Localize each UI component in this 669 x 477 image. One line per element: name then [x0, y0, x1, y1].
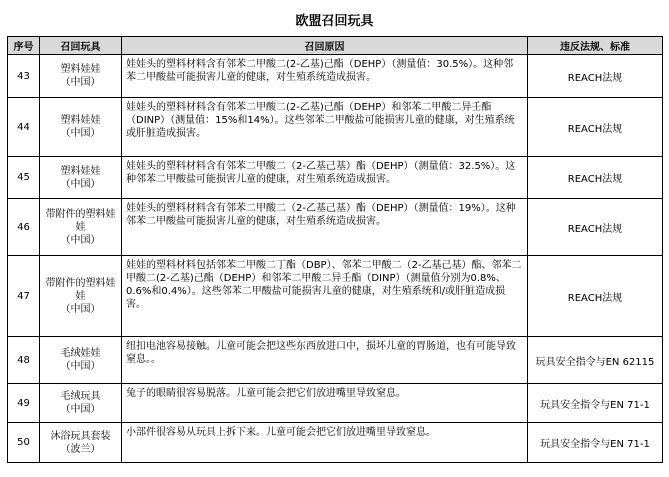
row-toy [40, 199, 122, 256]
recall-table [7, 36, 663, 463]
row-law: REACH法规 [528, 98, 663, 157]
row-law: REACH法规 [528, 157, 663, 199]
toy-origin: （波兰） [60, 443, 101, 455]
row-reason: 兔子的眼睛很容易脱落。儿童可能会把它们放进嘴里导致窒息。 [122, 384, 528, 423]
header-reason: 召回原因 [122, 37, 528, 55]
toy-name: 塑料娃娃 [60, 64, 101, 75]
row-reason: 娃娃头的塑料材料含有邻苯二甲酸二(2-乙基)己酯（DEHP）（测量值：30.5%）。这种邻苯二甲酸盐可能损害儿童的健康，对生殖系统造成损害。 [122, 55, 528, 98]
row-reason: 娃娃的塑料材料包括邻苯二甲酸二丁酯（DBP）、邻苯二甲酸二（2-乙基己基）酯、邻苯二甲酸二(2-乙基)己酯（DEHP）和邻苯二甲酸二异壬酯（DINP）（测量值分别为0.8%、0.6%和0.4%）。这些邻苯二甲酸盐可能损害儿童的健康，对生殖系统和/或肝脏造成损害。 [122, 256, 528, 337]
toy-name: 塑料娃娃 [60, 115, 101, 126]
toy-name: 塑料娃娃 [60, 165, 101, 177]
row-toy [40, 98, 122, 157]
row-seq: 44 [8, 98, 40, 157]
row-seq: 49 [8, 384, 40, 423]
toy-name: 带附件的塑料娃娃 [45, 277, 116, 302]
toy-name: 毛绒娃娃 [60, 348, 101, 359]
table-header-row [8, 37, 663, 55]
row-law: REACH法规 [528, 199, 663, 256]
row-toy [40, 55, 122, 98]
toy-name: 毛绒玩具 [60, 391, 101, 402]
row-seq: 46 [8, 199, 40, 256]
row-law: 玩具安全指令与EN 71-1 [528, 384, 663, 423]
row-law: 玩具安全指令与EN 71-1 [528, 423, 663, 463]
table-row [8, 98, 663, 157]
row-reason: 小部件很容易从玩具上拆下来。儿童可能会把它们放进嘴里导致窒息。 [122, 423, 528, 463]
row-seq: 48 [8, 337, 40, 384]
header-seq: 序号 [8, 37, 40, 55]
row-seq: 45 [8, 157, 40, 199]
toy-origin: （中国） [60, 234, 101, 246]
row-reason: 娃娃头的塑料材料含有邻苯二甲酸二(2-乙基)己酯（DEHP）和邻苯二甲酸二异壬酯（DINP）（测量值：15%和14%）。这些邻苯二甲酸盐可能损害儿童的健康，对生殖系统或肝脏造成损害。 [122, 98, 528, 157]
row-law: REACH法规 [528, 256, 663, 337]
row-toy [40, 423, 122, 463]
row-toy [40, 157, 122, 199]
row-reason: 娃娃头的塑料材料含有邻苯二甲酸二（2-乙基己基）酯（DEHP）（测量值：19%）。这种邻苯二甲酸盐可能损害儿童的健康，对生殖系统造成损害。 [122, 199, 528, 256]
table-row [8, 384, 663, 423]
row-toy [40, 256, 122, 337]
row-seq: 43 [8, 55, 40, 98]
table-row [8, 157, 663, 199]
row-toy [40, 384, 122, 423]
toy-origin: （中国） [60, 77, 101, 88]
table-row [8, 55, 663, 98]
row-law: 玩具安全指令与EN 62115 [528, 337, 663, 384]
table-row [8, 256, 663, 337]
header-toy: 召回玩具 [40, 37, 122, 55]
table-row [8, 337, 663, 384]
table-row [8, 199, 663, 256]
toy-origin: （中国） [60, 361, 101, 372]
row-toy [40, 337, 122, 384]
toy-origin: （中国） [60, 404, 101, 415]
header-law: 违反法规、标准 [528, 37, 663, 55]
row-reason: 纽扣电池容易接触。儿童可能会把这些东西放进口中，损坏儿童的胃肠道，也有可能导致窒息。。 [122, 337, 528, 384]
toy-origin: （中国） [60, 303, 101, 315]
row-seq: 47 [8, 256, 40, 337]
row-law: REACH法规 [528, 55, 663, 98]
toy-name: 沐浴玩具套装 [50, 430, 111, 442]
toy-origin: （中国） [60, 128, 101, 139]
row-reason: 娃娃头的塑料材料含有邻苯二甲酸二（2-乙基己基）酯（DEHP）（测量值：32.5%）。这种邻苯二甲酸盐可能损害儿童的健康，对生殖系统造成损害。 [122, 157, 528, 199]
row-seq: 50 [8, 423, 40, 463]
toy-origin: （中国） [60, 178, 101, 190]
page-title: 欧盟召回玩具 [295, 14, 374, 29]
table-row [8, 423, 663, 463]
toy-name: 带附件的塑料娃娃 [45, 208, 116, 233]
